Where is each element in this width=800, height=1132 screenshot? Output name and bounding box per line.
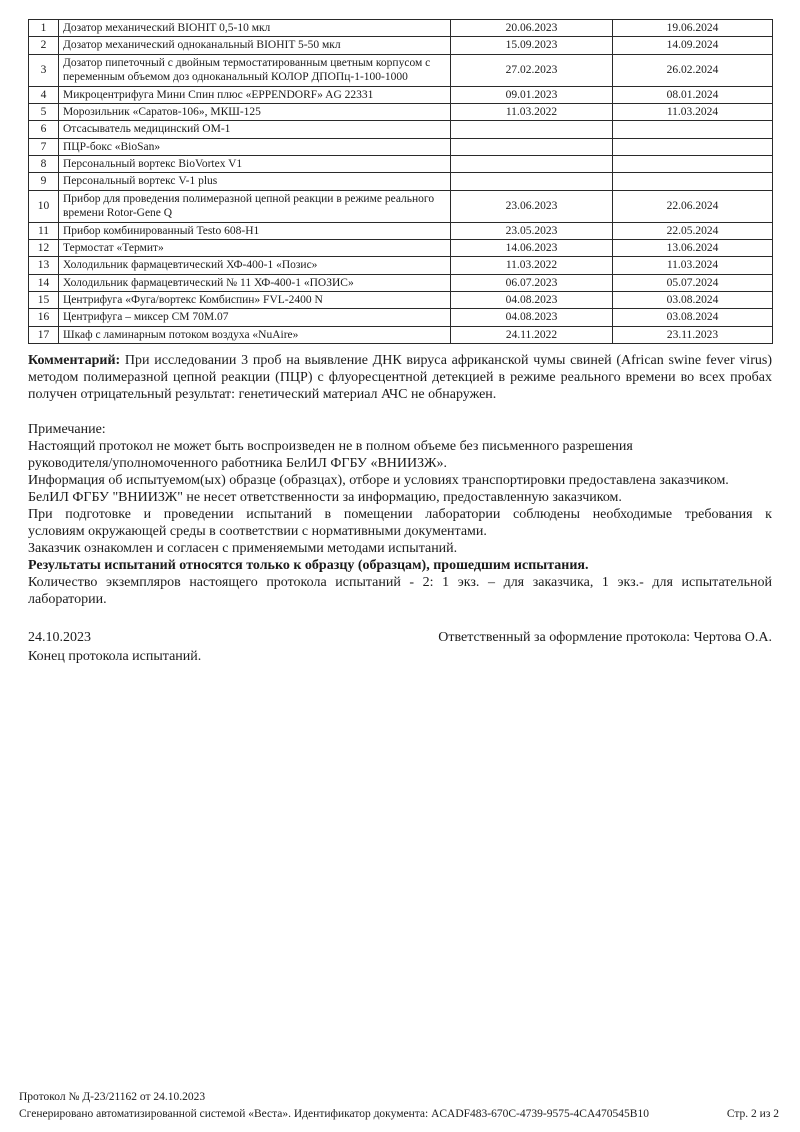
equipment-name-cell: Шкаф с ламинарным потоком воздуха «NuAire»: [59, 326, 451, 343]
verification-date-cell: 06.07.2023: [451, 274, 613, 291]
row-number-cell: 11: [29, 222, 59, 239]
table-row: [29, 239, 773, 256]
equipment-name-cell: Дозатор пипеточный с двойным термостатированным цветным корпусом с переменным объемом доз одноканальный КОЛОР ДПОПц-1-100-1000: [59, 54, 451, 86]
footer-generator-text: Сгенерировано автоматизированной системой «Веста». Идентификатор документа: ACADF483-670C-4739-9575-4CA470545B10: [19, 1108, 649, 1120]
equipment-table: [28, 19, 773, 344]
valid-until-cell: 14.09.2024: [613, 37, 773, 54]
equipment-name-cell: Микроцентрифуга Мини Спин плюс «EPPENDORF» AG 22331: [59, 86, 451, 103]
valid-until-cell: 11.03.2024: [613, 103, 773, 120]
comment-text: При исследовании 3 проб на выявление ДНК вируса африканской чумы свиней (African swine fever virus) методом полимеразной цепной реакции (ПЦР) с флуоресцентной детекцией в режиме реального времени во всех пробах получен отрицательный результат: генетический материал АЧС не обнаружен.: [28, 353, 773, 403]
note-line: Настоящий протокол не может быть воспроизведен не в полном объеме без письменного разрешения: [28, 439, 633, 455]
verification-date-cell: 20.06.2023: [451, 20, 613, 37]
note-line: условиям окружающей среды в соответствии с нормативными документами.: [28, 524, 487, 540]
equipment-name-cell: Центрифуга «Фуга/вортекс Комбиспин» FVL-2400 N: [59, 292, 451, 309]
valid-until-cell: 13.06.2024: [613, 239, 773, 256]
comment-paragraph: [28, 352, 772, 403]
valid-until-cell: [613, 121, 773, 138]
verification-date-cell: 23.05.2023: [451, 222, 613, 239]
equipment-name-cell: ПЦР-бокс «BioSan»: [59, 138, 451, 155]
table-row: [29, 173, 773, 190]
equipment-name-cell: Прибор для проведения полимеразной цепной реакции в режиме реального времени Rotor-Gene Q: [59, 190, 451, 222]
valid-until-cell: 26.02.2024: [613, 54, 773, 86]
valid-until-cell: 11.03.2024: [613, 257, 773, 274]
valid-until-cell: 08.01.2024: [613, 86, 773, 103]
comment-label: Комментарий:: [28, 353, 121, 369]
table-row: [29, 274, 773, 291]
row-number-cell: 4: [29, 86, 59, 103]
note-line: При подготовке и проведении испытаний в помещении лаборатории соблюдены необходимые требования к: [28, 507, 772, 523]
row-number-cell: 8: [29, 156, 59, 173]
row-number-cell: 6: [29, 121, 59, 138]
row-number-cell: 13: [29, 257, 59, 274]
note-line: лаборатории.: [28, 592, 107, 608]
table-row: [29, 54, 773, 86]
table-row: [29, 292, 773, 309]
table-row: [29, 103, 773, 120]
note-line: БелИЛ ФГБУ "ВНИИЗЖ" не несет ответственности за информацию, предоставленную заказчиком.: [28, 490, 622, 506]
table-row: [29, 257, 773, 274]
verification-date-cell: 04.08.2023: [451, 309, 613, 326]
note-line: Заказчик ознакомлен и согласен с применяемыми методами испытаний.: [28, 541, 458, 557]
valid-until-cell: [613, 173, 773, 190]
footer: [19, 1089, 779, 1123]
equipment-name-cell: Прибор комбинированный Testo 608-H1: [59, 222, 451, 239]
equipment-name-cell: Дозатор механический одноканальный BIOHIT 5-50 мкл: [59, 37, 451, 54]
table-row: [29, 138, 773, 155]
verification-date-cell: 04.08.2023: [451, 292, 613, 309]
notes-lines: [28, 438, 772, 608]
row-number-cell: 7: [29, 138, 59, 155]
row-number-cell: 1: [29, 20, 59, 37]
row-number-cell: 16: [29, 309, 59, 326]
verification-date-cell: 15.09.2023: [451, 37, 613, 54]
valid-until-cell: [613, 156, 773, 173]
signature-responsible: Ответственный за оформление протокола: Чертова О.А.: [438, 630, 772, 646]
table-row: [29, 20, 773, 37]
row-number-cell: 17: [29, 326, 59, 343]
notes-heading: Примечание:: [28, 422, 106, 438]
equipment-name-cell: Центрифуга – миксер СМ 70М.07: [59, 309, 451, 326]
table-row: [29, 86, 773, 103]
equipment-name-cell: Персональный вортекс BioVortex V1: [59, 156, 451, 173]
verification-date-cell: 14.06.2023: [451, 239, 613, 256]
end-of-protocol-line: Конец протокола испытаний.: [28, 649, 202, 665]
verification-date-cell: 11.03.2022: [451, 103, 613, 120]
equipment-name-cell: Отсасыватель медицинский ОМ-1: [59, 121, 451, 138]
equipment-name-cell: Холодильник фармацевтический № 11 ХФ-400-1 «ПОЗИС»: [59, 274, 451, 291]
footer-generated-line: [19, 1106, 779, 1123]
verification-date-cell: [451, 173, 613, 190]
equipment-name-cell: Морозильник «Саратов-106», МКШ-125: [59, 103, 451, 120]
valid-until-cell: 05.07.2024: [613, 274, 773, 291]
table-row: [29, 190, 773, 222]
row-number-cell: 14: [29, 274, 59, 291]
row-number-cell: 3: [29, 54, 59, 86]
equipment-name-cell: Холодильник фармацевтический ХФ-400-1 «Позис»: [59, 257, 451, 274]
verification-date-cell: 09.01.2023: [451, 86, 613, 103]
equipment-name-cell: Термостат «Термит»: [59, 239, 451, 256]
equipment-name-cell: Персональный вортекс V-1 plus: [59, 173, 451, 190]
valid-until-cell: 23.11.2023: [613, 326, 773, 343]
equipment-name-cell: Дозатор механический BIOHIT 0,5-10 мкл: [59, 20, 451, 37]
valid-until-cell: 03.08.2024: [613, 309, 773, 326]
table-row: [29, 326, 773, 343]
verification-date-cell: 27.02.2023: [451, 54, 613, 86]
verification-date-cell: 23.06.2023: [451, 190, 613, 222]
footer-page-number: Стр. 2 из 2: [726, 1108, 779, 1120]
footer-protocol-number: Протокол № Д-23/21162 от 24.10.2023: [19, 1091, 206, 1103]
note-line: Количество экземпляров настоящего протокола испытаний - 2: 1 экз. – для заказчика, 1 экз.- для испытательной: [28, 575, 772, 591]
row-number-cell: 12: [29, 239, 59, 256]
verification-date-cell: [451, 138, 613, 155]
signature-date: 24.10.2023: [28, 630, 91, 646]
table-row: [29, 121, 773, 138]
equipment-table-body: [29, 20, 773, 344]
note-line: Результаты испытаний относятся только к образцу (образцам), прошедшим испытания.: [28, 558, 589, 574]
valid-until-cell: 03.08.2024: [613, 292, 773, 309]
row-number-cell: 15: [29, 292, 59, 309]
row-number-cell: 5: [29, 103, 59, 120]
valid-until-cell: 22.05.2024: [613, 222, 773, 239]
table-row: [29, 156, 773, 173]
valid-until-cell: [613, 138, 773, 155]
signature-row: [28, 629, 772, 646]
verification-date-cell: [451, 121, 613, 138]
table-row: [29, 222, 773, 239]
table-row: [29, 37, 773, 54]
row-number-cell: 2: [29, 37, 59, 54]
row-number-cell: 10: [29, 190, 59, 222]
row-number-cell: 9: [29, 173, 59, 190]
valid-until-cell: 22.06.2024: [613, 190, 773, 222]
verification-date-cell: 24.11.2022: [451, 326, 613, 343]
note-line: Информация об испытуемом(ых) образце (образцах), отборе и условиях транспортировки предоставлена заказчиком.: [28, 473, 729, 489]
valid-until-cell: 19.06.2024: [613, 20, 773, 37]
verification-date-cell: 11.03.2022: [451, 257, 613, 274]
note-line: руководителя/уполномоченного работника БелИЛ ФГБУ «ВНИИЗЖ».: [28, 456, 447, 472]
verification-date-cell: [451, 156, 613, 173]
table-row: [29, 309, 773, 326]
